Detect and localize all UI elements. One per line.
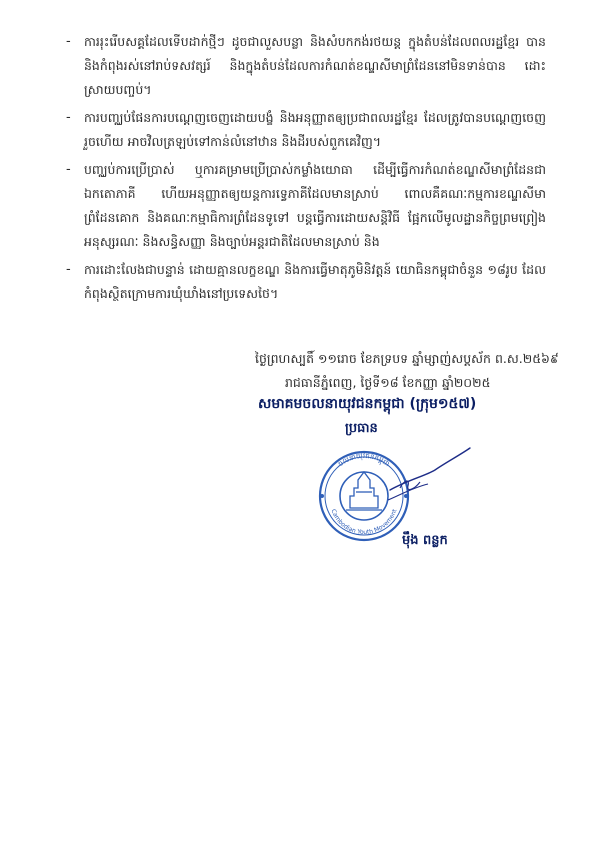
list-marker: - [66,110,71,125]
list-item-text: ការរុះរើបសគ្គដែលទើបដាក់ថ្មីៗ ដូចជាលួសបន្លា និងសំបកកង់រថយន្ត ក្នុងតំបន់ដែលពលរដ្ឋខ្មែរ បាន និងកំពុងរស់នៅរាប់ទសវត្សរ៍ និងក្នុងតំបន់ដែលការកំណត់ខណ្ឌសីមាព្រំដែននៅមិនទាន់បាន ដោះស្រាយបញ្ចប់។ [84,34,546,97]
list-item [66,106,546,154]
signer-name: ម៉ឹង ពន្លក [402,533,448,548]
list-item [66,258,546,306]
list-marker: - [66,262,71,277]
list-item [66,30,546,102]
list-marker: - [66,162,71,177]
seal-top-text: ចលនាយុវជនកម្ពុជា [336,451,392,469]
list-marker: - [66,34,71,49]
role-title: ប្រធាន [345,421,378,436]
seal-and-signature [300,430,500,550]
official-seal-icon [320,452,408,540]
lunar-date-line: ថ្ងៃព្រហស្បតិ៍ ១១រោច ខែភទ្របទ ឆ្នាំម្សាញ់សប្តស័ក ព.ស.២៥៦៩ [255,351,559,366]
place-date-line: រាជធានីភ្នំពេញ, ថ្ងៃទី១៨ ខែកញ្ញា ឆ្នាំ២០២៥ [285,375,491,390]
handwritten-signature-icon [388,448,470,500]
signature-block [300,430,500,550]
demands-list [66,30,546,310]
list-item [66,158,546,254]
list-item-text: បញ្ឈប់ការប្រើប្រាស់ ឬការគម្រាមប្រើប្រាស់កម្លាំងយោធា ដើម្បីធ្វើការកំណត់ខណ្ឌសីមាព្រំដែនជា ឯកតោភាគី ហើយអនុញ្ញាតឲ្យយន្តការទ្វេភាគីដែលមានស្រាប់ ពោលគឺគណៈកម្មការខណ្ឌសីមាព្រំដែនគោក និងគណៈកម្មាធិការព្រំដែនទូទៅ បន្តធ្វើការដោយសន្តិវិធី ផ្អែកលើមូលដ្ឋានកិច្ចព្រមព្រៀងអនុស្សរណៈ និងសន្ធិសញ្ញា និងច្បាប់អន្តរជាតិដែលមានស្រាប់ និង [84,162,546,249]
seal-bottom-text: Cambodian Youth Movement [329,508,399,537]
organization-name: សមាគមចលនាយុវជនកម្ពុជា (ក្រុម១៥៧) [258,396,477,412]
list-item-text: ការដោះលែងជាបន្ទាន់ ដោយគ្មានលក្ខខណ្ឌ និងការធ្វើមាតុភូមិនិវត្តន៍ យោធិនកម្ពុជាចំនួន ១៨រូប ដែលកំពុងស្ថិតក្រោមការឃុំឃាំងនៅប្រទេសថៃ។ [84,262,546,301]
list-item-text: ការបញ្ឈប់ផែនការបណ្តេញចេញដោយបង្ខំ និងអនុញ្ញាតឲ្យប្រជាពលរដ្ឋខ្មែរ ដែលត្រូវបានបណ្តេញចេញរួចហើយ អាចវិលត្រឡប់ទៅកាន់លំនៅឋាន និងដីរបស់ពួកគេវិញ។ [84,110,546,149]
